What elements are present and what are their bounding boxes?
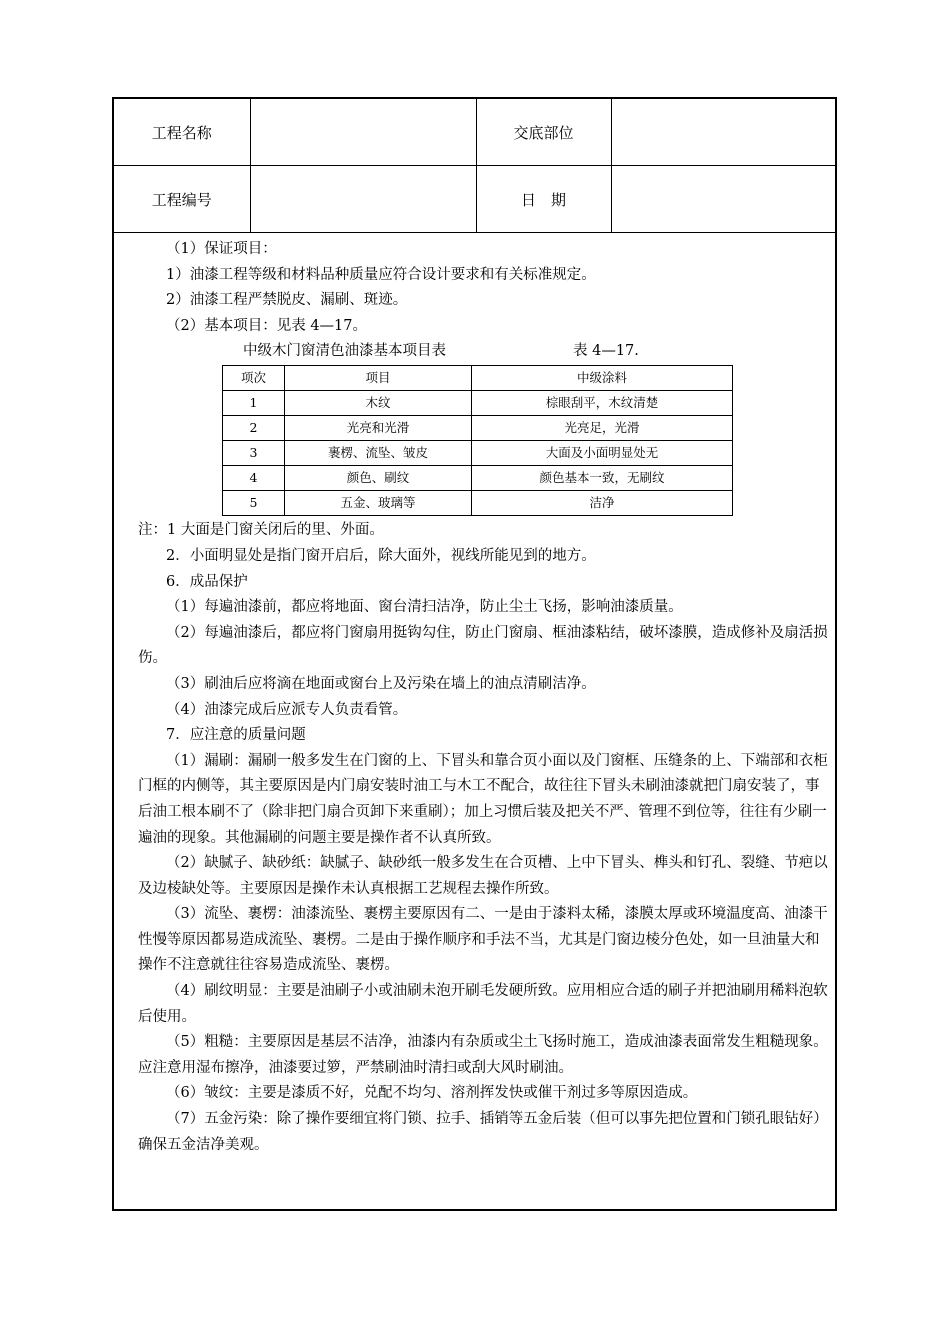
project-number-label: 工程编号	[114, 166, 250, 233]
paragraph: （1）漏刷：漏刷一般多发生在门窗的上、下冒头和靠合页小面以及门窗框、压缝条的上、下端部和衣柜门框的内侧等，其主要原因是内门扇安装时油工与木工不配合，故往往下冒头未刷油漆就把门扇安装了，事后油工根本刷不了（除非把门扇合页卸下来重刷）；加上习惯后装及把关不严、管理不到位等，往往有少刷一遍油的现象。其他漏刷的问题主要是操作者不认真所致。	[138, 752, 828, 846]
table-row	[223, 466, 733, 491]
paragraph: 1）油漆工程等级和材料品种质量应符合设计要求和有关标准规定。	[166, 266, 596, 283]
note-paragraph: 注：1 大面是门窗关闭后的里、外面。	[138, 522, 384, 539]
paragraph: （7）五金污染：除了操作要细宜将门锁、拉手、插销等五金后装（但可以事先把位置和门锁孔眼钻好）确保五金洁净美观。	[138, 1111, 828, 1153]
table-caption	[138, 339, 828, 365]
standard-table	[222, 365, 733, 516]
column-header: 项目	[285, 366, 472, 391]
date-value	[611, 166, 835, 233]
table-number: 表 4—17.	[573, 343, 639, 360]
paragraph: （2）基本项目：见表 4—17。	[166, 317, 368, 334]
paragraph: （3）流坠、裹楞：油漆流坠、裹楞主要原因有二、一是由于漆料太稀，漆膜太厚或环境温度高、油漆干性慢等原因都易造成流坠、裹楞。二是由于操作顺序和手法不当，尤其是门窗边棱分色处，如一旦油量大和操作不注意就往往容易造成流坠、裹楞。	[138, 906, 828, 974]
column-header: 中级涂料	[472, 366, 733, 391]
table-title: 中级木门窗清色油漆基本项目表	[243, 343, 446, 360]
table-cell: 棕眼刮平，木纹清楚	[472, 391, 733, 416]
table-cell: 颜色基本一致，无刷纹	[472, 466, 733, 491]
header-table	[114, 99, 835, 233]
paragraph: 2）油漆工程严禁脱皮、漏刷、斑迹。	[166, 292, 408, 309]
table-cell: 颜色、刷纹	[285, 466, 472, 491]
table-cell: 洁净	[472, 491, 733, 516]
project-number-value	[250, 166, 476, 233]
table-cell: 裹楞、流坠、皱皮	[285, 441, 472, 466]
table-cell: 2	[223, 416, 285, 441]
disclosure-part-value	[611, 99, 835, 166]
table-cell: 3	[223, 441, 285, 466]
paragraph: （1）每遍油漆前，都应将地面、窗台清扫洁净，防止尘土飞扬，影响油漆质量。	[166, 599, 683, 616]
document-frame	[112, 97, 837, 1211]
project-name-label: 工程名称	[114, 99, 250, 166]
paragraph: （2）每遍油漆后，都应将门窗扇用挺钩勾住，防止门窗扇、框油漆粘结，破坏漆膜，造成修补及扇活损伤。	[138, 624, 828, 667]
paragraph: （5）粗糙：主要原因是基层不洁净，油漆内有杂质或尘土飞扬时施工，造成油漆表面常发生粗糙现象。应注意用湿布擦净，油漆要过箩，严禁刷油时清扫或刮大风时刷油。	[138, 1034, 828, 1076]
project-name-value	[250, 99, 476, 166]
table-cell: 4	[223, 466, 285, 491]
table-row	[223, 391, 733, 416]
table-cell: 木纹	[285, 391, 472, 416]
disclosure-part-label: 交底部位	[476, 99, 611, 166]
paragraph: （6）皱纹：主要是漆质不好，兑配不均匀、溶剂挥发快或催干剂过多等原因造成。	[166, 1085, 698, 1102]
section-heading: 6．成品保护	[166, 573, 248, 590]
table-header-row	[223, 366, 733, 391]
table-row	[223, 441, 733, 466]
table-row	[223, 491, 733, 516]
paragraph: （1）保证项目：	[166, 241, 277, 257]
date-label: 日 期	[476, 166, 611, 233]
table-cell: 五金、玻璃等	[285, 491, 472, 516]
paragraph: （4）油漆完成后应派专人负责看管。	[166, 701, 408, 718]
table-row	[223, 416, 733, 441]
table-cell: 光亮足，光滑	[472, 416, 733, 441]
paragraph: （3）刷油后应将滴在地面或窗台上及污染在墙上的油点清刷洁净。	[166, 675, 596, 692]
document-body	[138, 237, 828, 1158]
table-cell: 5	[223, 491, 285, 516]
section-heading: 7．应注意的质量问题	[166, 727, 306, 744]
paragraph: （4）刷纹明显：主要是油刷子小或油刷未泡开刷毛发硬所致。应用相应合适的刷子并把油刷用稀料泡软后使用。	[138, 983, 828, 1025]
table-cell: 1	[223, 391, 285, 416]
note-paragraph: 2．小面明显处是指门窗开启后，除大面外，视线所能见到的地方。	[166, 547, 596, 564]
table-cell: 光亮和光滑	[285, 416, 472, 441]
table-cell: 大面及小面明显处无	[472, 441, 733, 466]
paragraph: （2）缺腻子、缺砂纸：缺腻子、缺砂纸一般多发生在合页槽、上中下冒头、榫头和钉孔、裂缝、节疤以及边棱缺处等。主要原因是操作未认真根据工艺规程去操作所致。	[138, 855, 828, 897]
column-header: 项次	[223, 366, 285, 391]
